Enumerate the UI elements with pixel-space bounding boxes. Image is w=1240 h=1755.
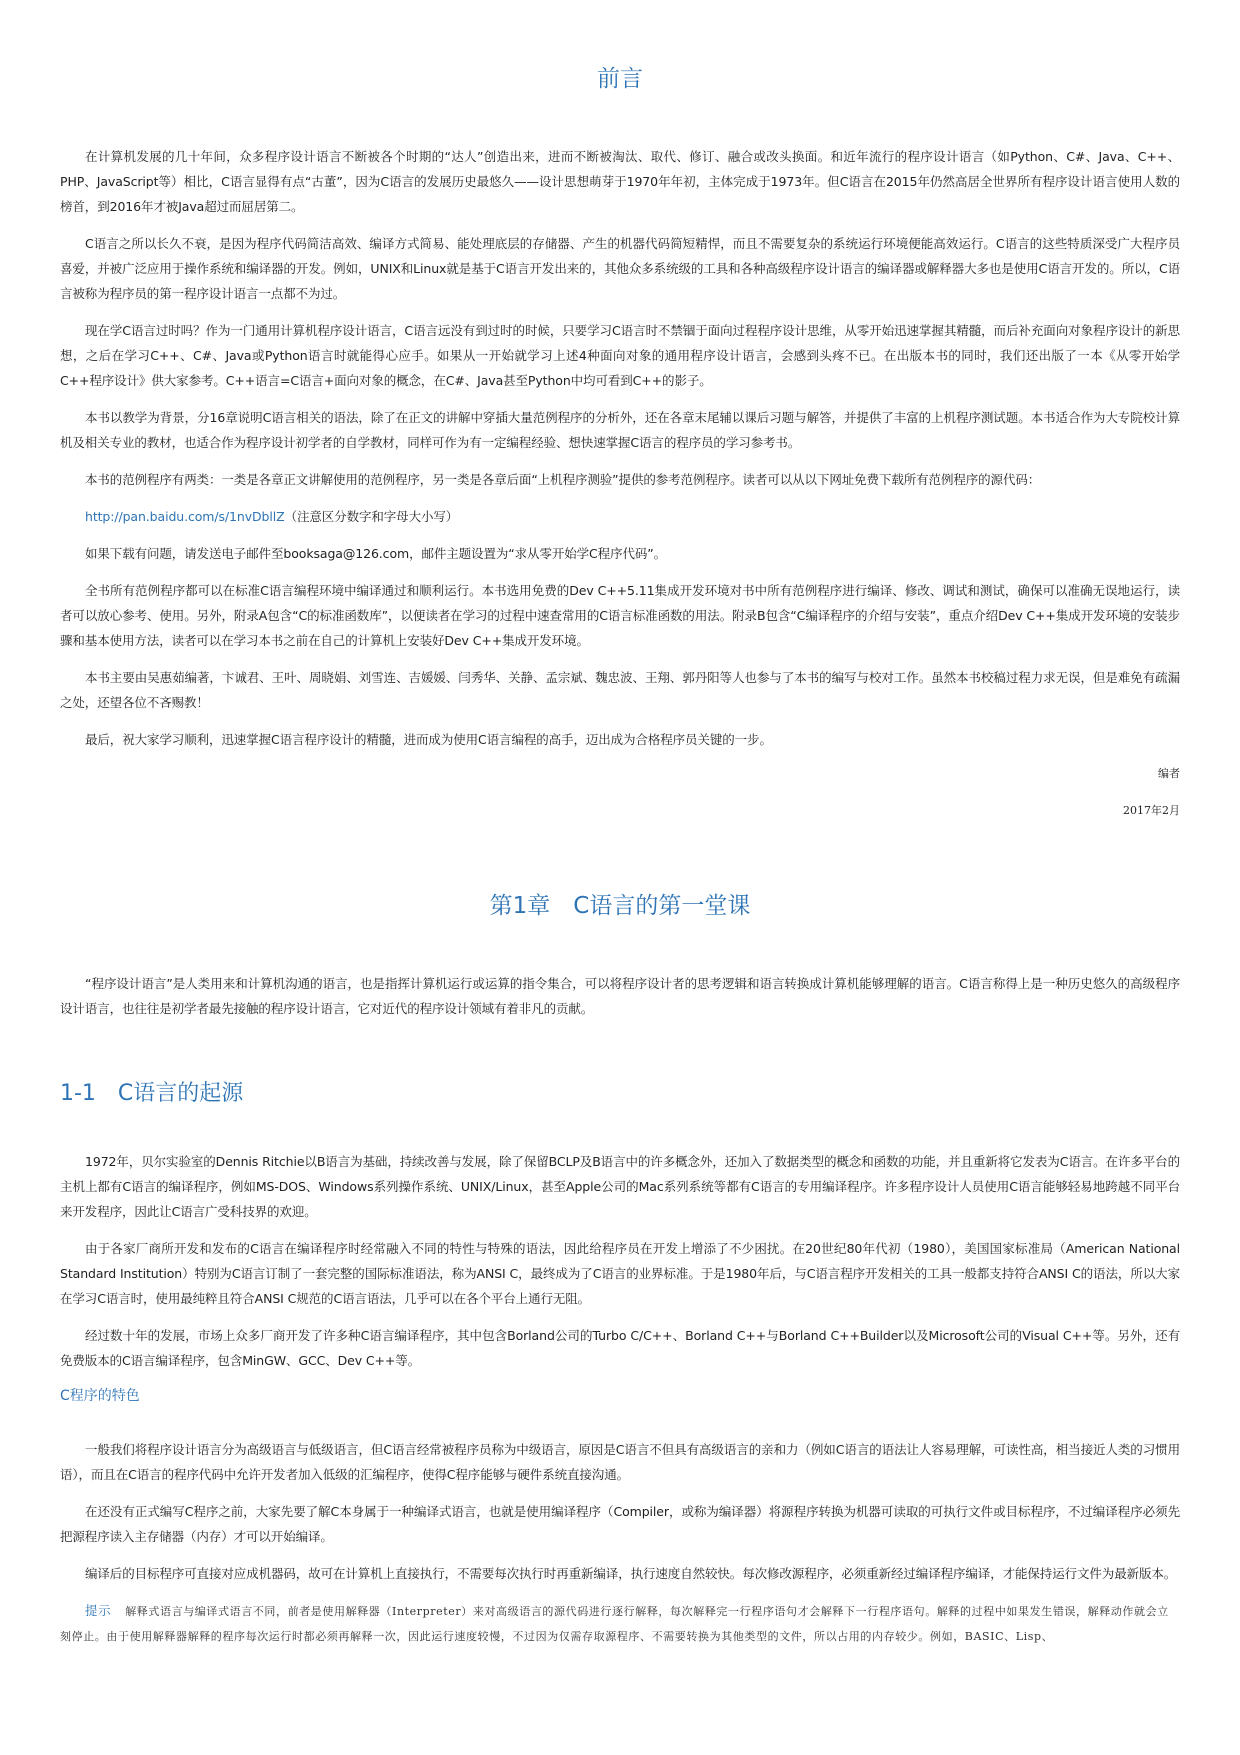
section-paragraph-1: 1972年，贝尔实验室的Dennis Ritchie以B语言为基础，持续改善与发展，除了保留BCLP及B语言中的许多概念外，还加入了数据类型的概念和函数的功能，并且重新将它发表为C语言。在许多平台的主机上都有C语言的编译程序，例如MS-DOS、Windows系列操作系统、UNIX/Linux，甚至Apple公司的Mac系列系统等都有C语言的专用编译程序。许多程序设计人员使用C语言能够轻易地跨越不同平台来开发程序，因此让C语言广受科技界的欢迎。 <box>60 1154 1180 1219</box>
preface-paragraph-7: 全书所有范例程序都可以在标准C语言编程环境中编译通过和顺利运行。本书选用免费的Dev C++5.11集成开发环境对书中所有范例程序进行编译、修改、调试和测试，确保可以准确无误地运行，读者可以放心参考、使用。另外，附录A包含“C的标准函数库”，以便读者在学习的过程中速查常用的C语言标准函数的用法。附录B包含“C编译程序的介绍与安装”，重点介绍Dev C++集成开发环境的安装步骤和基本使用方法，读者可以在学习本书之前在自己的计算机上安装好Dev C++集成开发环境。 <box>60 583 1180 648</box>
section-paragraph-2: 由于各家厂商所开发和发布的C语言在编译程序时经常融入不同的特性与特殊的语法，因此给程序员在开发上增添了不少困扰。在20世纪80年代初（1980），美国国家标准局（American National Standard Institution）特别为C语言订制了一套完整的国际标准语法，称为ANSI C，最终成为了C语言的业界标准。于是1980年后，与C语言程序开发相关的工具一般都支持符合ANSI C的语法，所以大家在学习C语言时，使用最纯粹且符合ANSI C规范的C语言语法，几乎可以在各个平台上通行无阻。 <box>60 1241 1180 1306</box>
download-link[interactable]: http://pan.baidu.com/s/1nvDbllZ <box>85 509 285 524</box>
tip-label: 提示 <box>85 1603 112 1618</box>
preface-date: 2017年2月 <box>1123 804 1180 817</box>
preface-paragraph-2: C语言之所以长久不衰，是因为程序代码简洁高效、编译方式简易、能处理底层的存储器、产生的机器代码简短精悍，而且不需要复杂的系统运行环境便能高效运行。C语言的这些特质深受广大程序员喜爱，并被广泛应用于操作系统和编译器的开发。例如，UNIX和Linux就是基于C语言开发出来的，其他众多系统级的工具和各种高级程序设计语言的编译器或解释器大多也是使用C语言开发的。所以，C语言被称为程序员的第一程序设计语言一点都不为过。 <box>60 236 1180 301</box>
preface-paragraph-1: 在计算机发展的几十年间，众多程序设计语言不断被各个时期的“达人”创造出来，进而不断被淘汰、取代、修订、融合或改头换面。和近年流行的程序设计语言（如Python、C#、Java、C++、PHP、JavaScript等）相比，C语言显得有点“古董”，因为C语言的发展历史最悠久——设计思想萌芽于1970年年初，主体完成于1973年。但C语言在2015年仍然高居全世界所有程序设计语言使用人数的榜首，到2016年才被Java超过而屈居第二。 <box>60 149 1180 214</box>
section-title: 1-1 C语言的起源 <box>60 1081 244 1106</box>
tip-box <box>60 1598 1180 1649</box>
subsection-paragraph-1: 一般我们将程序设计语言分为高级语言与低级语言，但C语言经常被程序员称为中级语言，原因是C语言不但具有高级语言的亲和力（例如C语言的语法让人容易理解，可读性高，相当接近人类的习惯用语），而且在C语言的程序代码中允许开发者加入低级的汇编程序，使得C程序能够与硬件系统直接沟通。 <box>60 1442 1180 1482</box>
preface-paragraph-5: 本书的范例程序有两类：一类是各章正文讲解使用的范例程序，另一类是各章后面“上机程序测验”提供的参考范例程序。读者可以从以下网址免费下载所有范例程序的源代码： <box>85 472 1041 487</box>
preface-paragraph-9: 最后，祝大家学习顺利，迅速掌握C语言程序设计的精髓，进而成为使用C语言编程的高手，迈出成为合格程序员关键的一步。 <box>85 732 772 747</box>
subsection-paragraph-3: 编译后的目标程序可直接对应成机器码，故可在计算机上直接执行，不需要每次执行时再重新编译，执行速度自然较快。每次修改源程序，必须重新经过编译程序编译，才能保持运行文件为最新版本。 <box>85 1566 1177 1581</box>
preface-paragraph-4: 本书以教学为背景，分16章说明C语言相关的语法，除了在正文的讲解中穿插大量范例程序的分析外，还在各章末尾辅以课后习题与解答，并提供了丰富的上机程序测试题。本书适合作为大专院校计算机及相关专业的教材，也适合作为程序设计初学者的自学教材，同样可作为有一定编程经验、想快速掌握C语言的程序员的学习参考书。 <box>60 410 1180 450</box>
chapter-title: 第1章 C语言的第一堂课 <box>489 893 751 919</box>
download-link-note: （注意区分数字和字母大小写） <box>284 509 459 524</box>
tip-text: 解释式语言与编译式语言不同，前者是使用解释器（Interpreter）来对高级语言的源代码进行逐行解释，每次解释完一行程序语句才会解释下一行程序语句。解释的过程中如果发生错误，解释动作就会立刻停止。由于使用解释器解释的程序每次运行时都必须再解释一次，因此运行速度较慢，不过因为仅需存取源程序、不需要转换为其他类型的文件，所以占用的内存较少。例如，BASIC、Lisp、 <box>60 1605 1169 1643</box>
chapter-intro: “程序设计语言”是人类用来和计算机沟通的语言，也是指挥计算机运行或运算的指令集合，可以将程序设计者的思考逻辑和语言转换成计算机能够理解的语言。C语言称得上是一种历史悠久的高级程序设计语言，也往往是初学者最先接触的程序设计语言，它对近代的程序设计领域有着非凡的贡献。 <box>60 976 1180 1016</box>
preface-author: 编者 <box>1158 767 1180 780</box>
subsection-paragraph-2: 在还没有正式编写C程序之前，大家先要了解C本身属于一种编译式语言，也就是使用编译程序（Compiler，或称为编译器）将源程序转换为机器可读取的可执行文件或目标程序，不过编译程序必须先把源程序读入主存储器（内存）才可以开始编译。 <box>60 1504 1180 1544</box>
preface-paragraph-6: 如果下载有问题，请发送电子邮件至booksaga@126.com，邮件主题设置为“求从零开始学C程序代码”。 <box>85 546 667 561</box>
download-link-line <box>60 504 1180 529</box>
section-paragraph-3: 经过数十年的发展，市场上众多厂商开发了许多种C语言编译程序，其中包含Borland公司的Turbo C/C++、Borland C++与Borland C++Builder以及Microsoft公司的Visual C++等。另外，还有免费版本的C语言编译程序，包含MinGW、GCC、Dev C++等。 <box>60 1328 1180 1368</box>
preface-paragraph-8: 本书主要由吴惠茹编著，卞诚君、王叶、周晓娟、刘雪连、吉媛媛、闫秀华、关静、孟宗斌、魏忠波、王翔、郭丹阳等人也参与了本书的编写与校对工作。虽然本书校稿过程力求无误，但是难免有疏漏之处，还望各位不吝赐教！ <box>60 670 1180 710</box>
preface-paragraph-3: 现在学C语言过时吗？作为一门通用计算机程序设计语言，C语言远没有到过时的时候，只要学习C语言时不禁锢于面向过程程序设计思维，从零开始迅速掌握其精髓，而后补充面向对象程序设计的新思想，之后在学习C++、C#、Java或Python语言时就能得心应手。如果从一开始就学习上述4种面向对象的通用程序设计语言，会感到头疼不已。在出版本书的同时，我们还出版了一本《从零开始学C++程序设计》供大家参考。C++语言=C语言+面向对象的概念，在C#、Java甚至Python中均可看到C++的影子。 <box>60 323 1180 388</box>
preface-title: 前言 <box>597 66 643 92</box>
subsection-title: C程序的特色 <box>60 1388 140 1404</box>
